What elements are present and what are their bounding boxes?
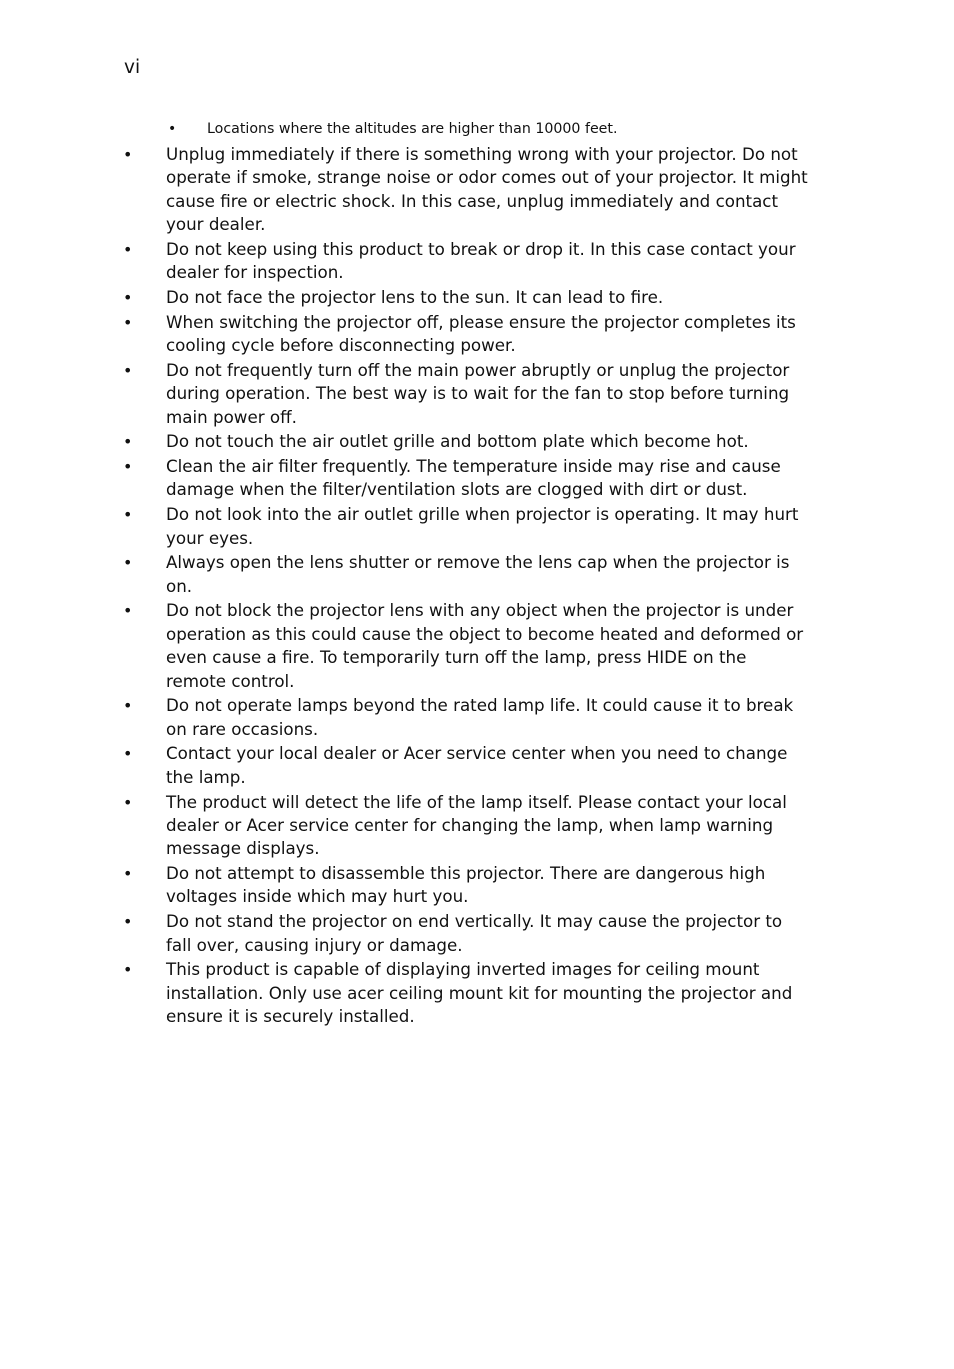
- bullet-icon: •: [123, 960, 133, 980]
- list-item-text: The product will detect the life of the lamp itself. Please contact your local dealer or Acer service center for changing the lamp, when lamp warning message displays.: [166, 791, 787, 859]
- list-item: [0, 910, 808, 957]
- bullet-icon: •: [123, 744, 133, 764]
- list-item-text: Do not look into the air outlet grille when projector is operating. It may hurt your eyes.: [166, 504, 799, 548]
- bullet-icon: •: [123, 239, 133, 259]
- list-item-text: Do not touch the air outlet grille and bottom plate which become hot.: [166, 431, 749, 452]
- list-item: [0, 503, 808, 550]
- bullet-icon: •: [123, 288, 133, 308]
- list-item-text: Do not keep using this product to break or drop it. In this case contact your dealer for inspection.: [166, 238, 796, 283]
- list-item-text: Contact your local dealer or Acer service center when you need to change the lamp.: [166, 743, 788, 787]
- list-item: [0, 694, 808, 741]
- list-item: [0, 359, 808, 429]
- bullet-icon: •: [123, 792, 133, 812]
- bullet-icon: •: [123, 696, 133, 716]
- bullet-icon: •: [168, 121, 177, 137]
- bullet-icon: •: [123, 312, 133, 332]
- list-item-text: Unplug immediately if there is something wrong with your projector. Do not operate if smoke, strange noise or odor comes out of your projector. It might cause fire or electric shock. In this case, unplug immediately and contact your dealer.: [166, 144, 808, 235]
- list-item: [0, 958, 808, 1028]
- list-item-text: Always open the lens shutter or remove the lens cap when the projector is on.: [166, 552, 790, 596]
- list-item: [0, 238, 808, 285]
- bullet-icon: •: [123, 864, 133, 884]
- sub-bullet-list: [0, 118, 954, 140]
- list-item: [0, 599, 808, 693]
- list-item: [0, 791, 808, 861]
- bullet-icon: •: [123, 505, 133, 525]
- list-item-text: Do not frequently turn off the main power abruptly or unplug the projector during operation. The best way is to wait for the fan to stop before turning main power off.: [166, 359, 790, 427]
- list-item-text: Do not block the projector lens with any object when the projector is under operation as this could cause the object to become heated and deformed or even cause a fire. To temporarily turn off the lamp, press HIDE on the remote control.: [166, 600, 804, 691]
- list-item: [0, 143, 808, 237]
- list-item: [0, 862, 808, 909]
- bullet-icon: •: [123, 145, 133, 164]
- list-item: [0, 286, 808, 309]
- list-item-text: Locations where the altitudes are higher than 10000 feet.: [207, 121, 618, 137]
- list-item-text: Do not stand the projector on end vertically. It may cause the projector to fall over, causing injury or damage.: [166, 911, 783, 955]
- list-item: [0, 118, 954, 140]
- list-item: [0, 311, 808, 358]
- list-item-text: Do not attempt to disassemble this projector. There are dangerous high voltages inside which may hurt you.: [166, 863, 766, 907]
- list-item-text: Do not face the projector lens to the sun. It can lead to fire.: [166, 287, 664, 308]
- bullet-icon: •: [123, 912, 133, 932]
- bullet-icon: •: [123, 553, 133, 573]
- bullet-icon: •: [123, 360, 133, 380]
- list-item: [0, 551, 808, 598]
- list-item: [0, 455, 808, 502]
- list-item-text: This product is capable of displaying inverted images for ceiling mount installation. Only use acer ceiling mount kit for mounting the projector and ensure it is securely installed.: [166, 959, 793, 1027]
- list-item-text: Clean the air filter frequently. The temperature inside may rise and cause damage when the filter/ventilation slots are clogged with dirt or dust.: [166, 456, 781, 500]
- safety-instructions-list: [0, 143, 954, 1030]
- bullet-icon: •: [123, 432, 133, 452]
- list-item-text: When switching the projector off, please ensure the projector completes its cooling cycle before disconnecting power.: [166, 311, 796, 356]
- page-number: vi: [124, 57, 141, 78]
- list-item: [0, 430, 808, 453]
- bullet-icon: •: [123, 601, 133, 621]
- list-item-text: Do not operate lamps beyond the rated lamp life. It could cause it to break on rare occasions.: [166, 695, 794, 739]
- list-item: [0, 742, 808, 789]
- bullet-icon: •: [123, 457, 133, 477]
